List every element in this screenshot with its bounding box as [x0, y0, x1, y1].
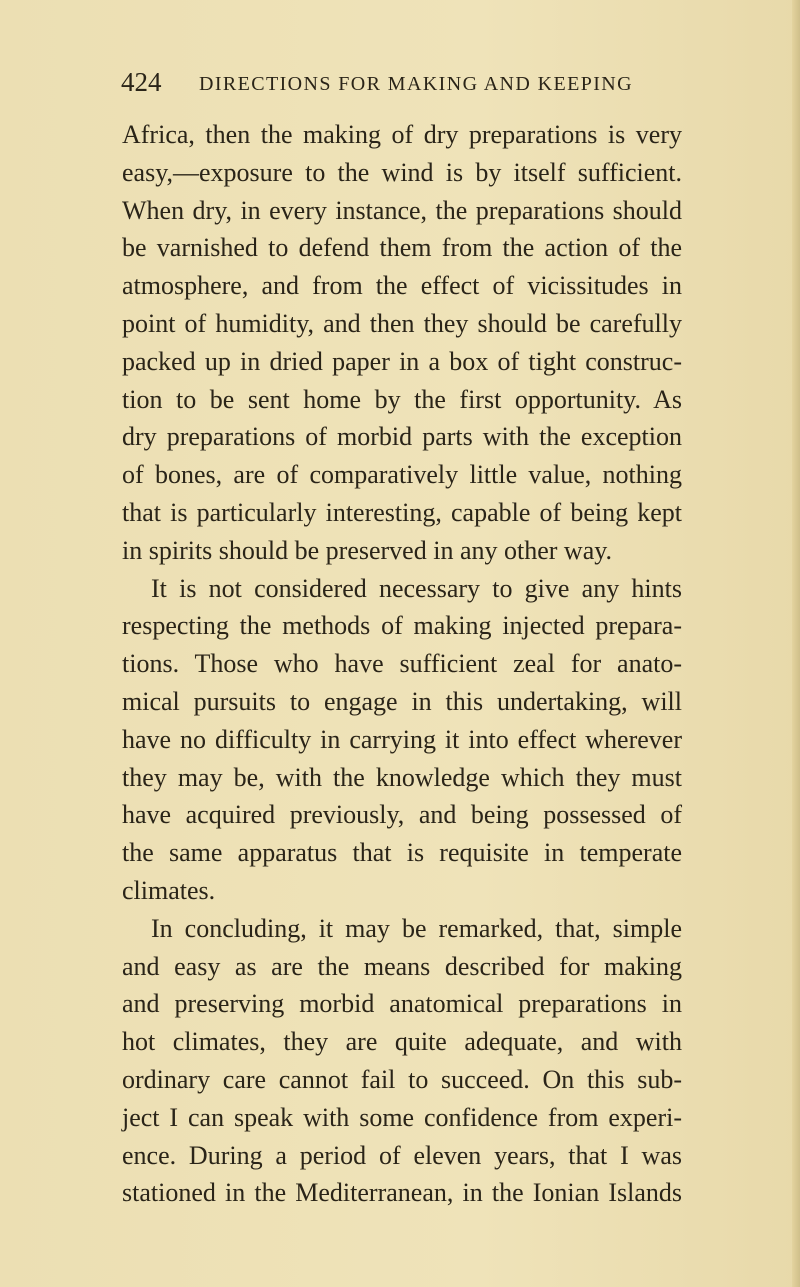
text-line: and preserving morbid anatomical preparations in: [122, 989, 682, 1019]
page-edge: [792, 0, 800, 1287]
body-text: [122, 116, 682, 1212]
text-line: point of humidity, and then they should be carefully: [122, 308, 682, 338]
page-number: 424: [121, 67, 162, 97]
text-line: hot climates, they are quite adequate, and with: [122, 1027, 682, 1057]
text-line: atmosphere, and from the effect of vicissitudes in: [122, 271, 682, 301]
text-line: they may be, with the knowledge which they must: [122, 762, 682, 792]
text-line: and easy as are the means described for making: [122, 951, 682, 981]
text-line: When dry, in every instance, the preparations should: [122, 195, 682, 225]
text-line: ence. During a period of eleven years, that I was: [122, 1140, 682, 1170]
text-line: the same apparatus that is requisite in temperate: [122, 838, 682, 868]
text-line: of bones, are of comparatively little value, nothing: [122, 460, 682, 490]
text-line: climates.: [122, 875, 216, 905]
page-header: [121, 62, 681, 102]
text-line: have no difficulty in carrying it into effect wherever: [122, 724, 682, 754]
text-line: that is particularly interesting, capable of being kept: [122, 497, 682, 527]
text-line: stationed in the Mediterranean, in the Ionian Islands: [122, 1178, 682, 1208]
text-line: tion to be sent home by the first opportunity. As: [122, 384, 682, 414]
paragraph-start-line: In concluding, it may be remarked, that, simple: [151, 913, 682, 943]
running-head: DIRECTIONS FOR MAKING AND KEEPING: [199, 73, 633, 95]
text-line: have acquired previously, and being possessed of: [122, 800, 682, 830]
text-line: ordinary care cannot fail to succeed. On this sub-: [122, 1064, 682, 1094]
text-line: easy,—exposure to the wind is by itself sufficient.: [122, 157, 682, 187]
text-line: in spirits should be preserved in any other way.: [122, 535, 613, 565]
text-line: Africa, then the making of dry preparations is very: [122, 120, 682, 149]
text-line: mical pursuits to engage in this undertaking, will: [122, 686, 682, 716]
text-line: ject I can speak with some confidence from experi-: [122, 1102, 682, 1132]
paragraph-start-line: It is not considered necessary to give any hints: [151, 573, 682, 603]
text-line: packed up in dried paper in a box of tight construc-: [122, 346, 682, 376]
text-line: tions. Those who have sufficient zeal for anato-: [122, 649, 682, 679]
text-line: respecting the methods of making injected prepara-: [122, 611, 682, 641]
text-line: be varnished to defend them from the action of the: [122, 233, 682, 263]
text-line: dry preparations of morbid parts with the exception: [122, 422, 682, 452]
